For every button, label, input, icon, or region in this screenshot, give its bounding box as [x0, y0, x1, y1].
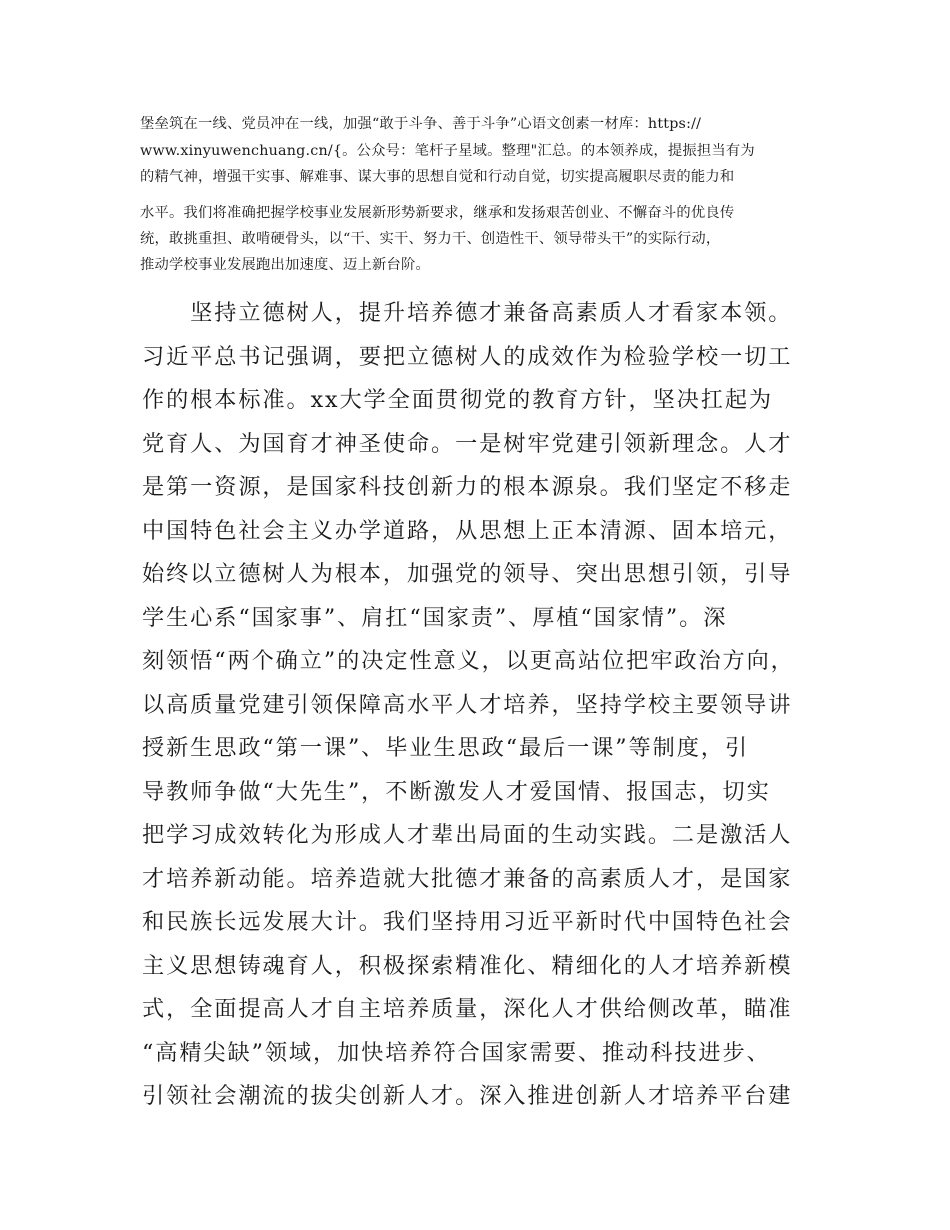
body-line: 刻领悟“两个确立”的决定性意义，以更高站位把牢政治方向， — [142, 648, 795, 674]
body-line: 党育人、为国育才神圣使命。一是树牢党建引领新理念。人才 — [142, 431, 793, 457]
body-line: 学生心系“国家事”、肩扛“国家责”、厚植“国家情”。深 — [142, 605, 728, 631]
body-line: 主义思想铸魂育人，积极探索精准化、精细化的人才培养新模 — [142, 953, 793, 979]
body-line: 授新生思政“第一课”、毕业生思政“最后一课”等制度，引 — [142, 735, 749, 761]
body-line: 坚持立德树人，提升培养德才兼备高素质人才看家本领。 — [142, 300, 793, 326]
body-line: 是第一资源，是国家科技创新力的根本源泉。我们坚定不移走 — [142, 474, 793, 500]
preamble-line: www.xinyuwenchuang.cn/{。公众号：笔杆子星域。整理"汇总。的本领养成，提振担当有为 — [140, 143, 755, 159]
body-line: 式，全面提高人才自主培养质量，深化人才供给侧改革，瞄准 — [142, 996, 793, 1022]
body-line: 以高质量党建引领保障高水平人才培养，坚持学校主要领导讲 — [142, 692, 793, 718]
preamble-line: 水平。我们将准确把握学校事业发展新形势新要求，继承和发扬艰苦创业、不懈奋斗的优良传 — [140, 205, 735, 221]
body-line: 始终以立德树人为根本，加强党的领导、突出思想引领，引导 — [142, 561, 793, 587]
body-line: 引领社会潮流的拔尖创新人才。深入推进创新人才培养平台建 — [142, 1083, 793, 1109]
body-line: 把学习成效转化为形成人才辈出局面的生动实践。二是激活人 — [142, 822, 793, 848]
body-line: 中国特色社会主义办学道路，从思想上正本清源、固本培元， — [142, 518, 793, 544]
body-line: 习近平总书记强调，要把立德树人的成效作为检验学校一切工 — [142, 344, 793, 370]
preamble-line: 的精气神，增强干实事、解难事、谋大事的思想自觉和行动自觉，切实提高履职尽责的能力和 — [140, 169, 735, 185]
body-line: “高精尖缺”领域，加快培养符合国家需要、推动科技进步、 — [142, 1040, 771, 1066]
preamble-line: 统，敢挑重担、敢啃硬骨头，以“干、实干、努力干、创造性干、领导带头干”的实际行动， — [140, 231, 721, 247]
body-line: 作的根本标准。xx大学全面贯彻党的教育方针，坚决扛起为 — [142, 387, 774, 413]
preamble-line: 推动学校事业发展跑出加速度、迈上新台阶。 — [140, 257, 430, 273]
body-line: 导教师争做“大先生”，不断激发人才爱国情、报国志，切实 — [142, 779, 771, 805]
preamble-line: 堡垒筑在一线、党员冲在一线，加强“敢于斗争、善于斗争”心语文创素一材库：https:// — [140, 116, 702, 132]
body-line: 才培养新动能。培养造就大批德才兼备的高素质人才，是国家 — [142, 866, 793, 892]
body-line: 和民族长远发展大计。我们坚持用习近平新时代中国特色社会 — [142, 909, 793, 935]
